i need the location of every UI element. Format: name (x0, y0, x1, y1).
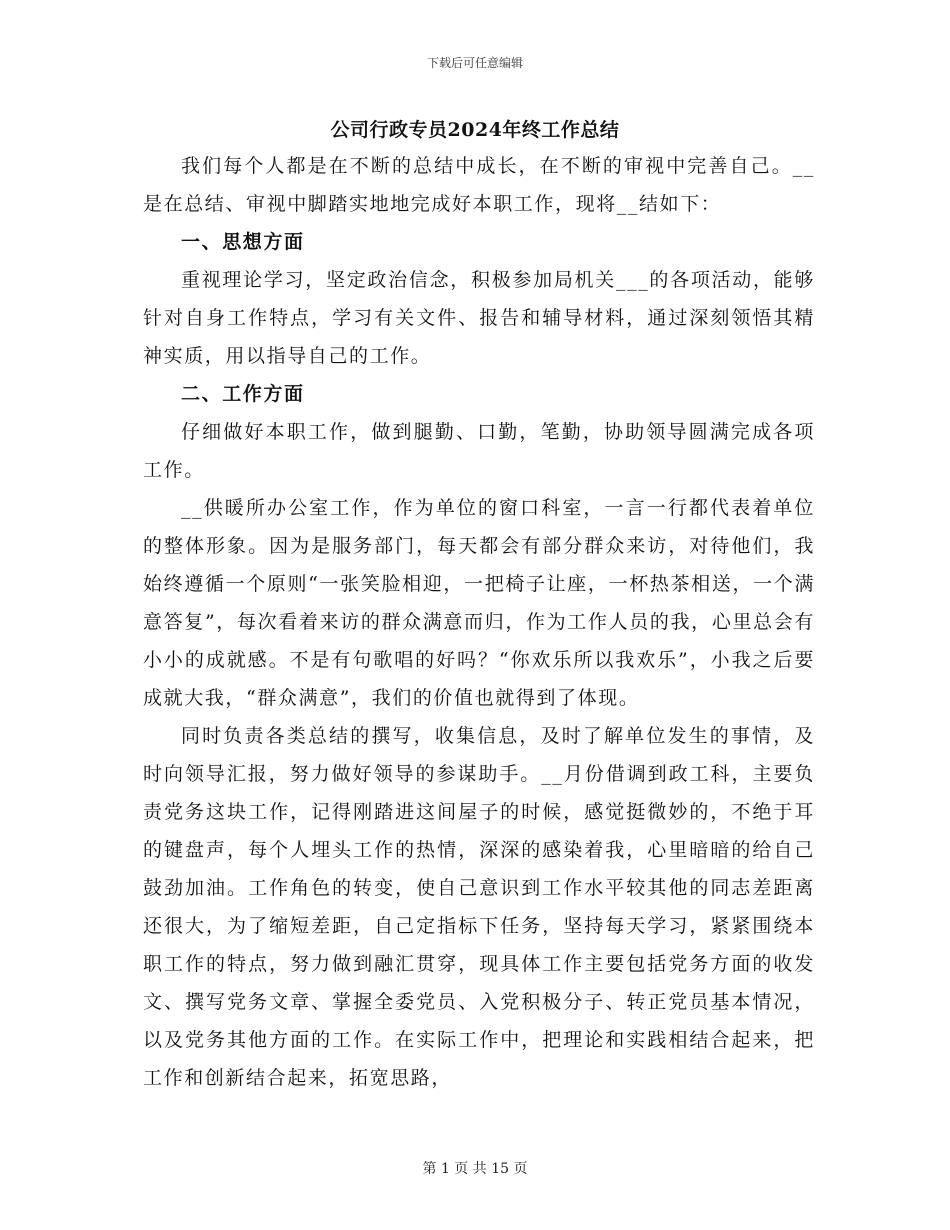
document-title: 公司行政专员2024年终工作总结 (330, 119, 620, 141)
section-heading-work: 二、工作方面 (181, 383, 305, 405)
work-paragraph-1: 仔细做好本职工作，做到腿勤、口勤，笔勤，协助领导圆满完成各项工作。 (143, 421, 815, 481)
section-heading-thought: 一、思想方面 (181, 231, 305, 253)
document-body (143, 147, 815, 1097)
thought-paragraph: 重视理论学习，坚定政治信念，积极参加局机关___的各项活动，能够针对自身工作特点，学习有关文件、报告和辅导材料，通过深刻领悟其精神实质，用以指导自己的工作。 (143, 269, 815, 367)
header-note: 下载后可任意编辑 (426, 56, 523, 70)
intro-paragraph: 我们每个人都是在不断的总结中成长，在不断的审视中完善自己。__是在总结、审视中脚踏实地地完成好本职工作，现将__结如下： (143, 155, 815, 215)
work-paragraph-2: __供暖所办公室工作，作为单位的窗口科室，一言一行都代表着单位的整体形象。因为是服务部门，每天都会有部分群众来访，对待他们，我始终遵循一个原则“一张笑脸相迎，一把椅子让座，一杯热茶相送，一个满意答复”，每次看着来访的群众满意而归，作为工作人员的我，心里总会有小小的成就感。不是有句歌唱的好吗？“你欢乐所以我欢乐”，小我之后要成就大我，“群众满意”，我们的价值也就得到了体现。 (143, 497, 815, 709)
work-paragraph-3: 同时负责各类总结的撰写，收集信息，及时了解单位发生的事情，及时向领导汇报，努力做好领导的参谋助手。__月份借调到政工科，主要负责党务这块工作，记得刚踏进这间屋子的时候，感觉挺微妙的，不绝于耳的键盘声，每个人埋头工作的热情，深深的感染着我，心里暗暗的给自己鼓劲加油。工作角色的转变，使自己意识到工作水平较其他的同志差距离还很大，为了缩短差距，自己定指标下任务，坚持每天学习，紧紧围绕本职工作的特点，努力做到融汇贯穿，现具体工作主要包括党务方面的收发文、撰写党务文章、掌握全委党员、入党积极分子、转正党员基本情况，以及党务其他方面的工作。在实际工作中，把理论和实践相结合起来，把工作和创新结合起来，拓宽思路， (143, 725, 815, 1089)
page-number: 第 1 页 共 15 页 (422, 1161, 528, 1177)
